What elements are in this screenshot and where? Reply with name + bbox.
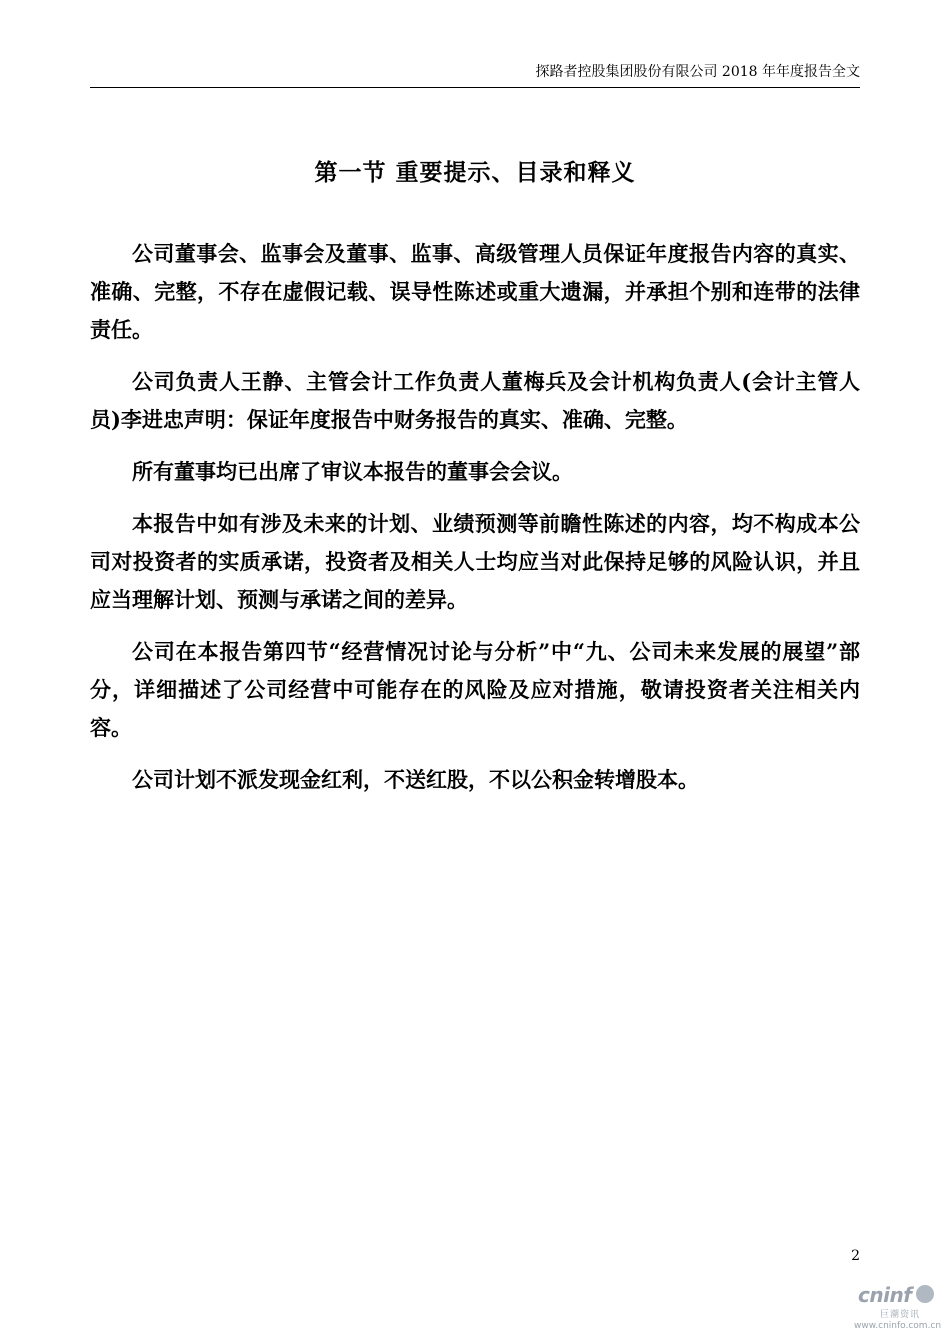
logo-text: cninf [858, 1283, 912, 1307]
header-rule [90, 87, 860, 88]
logo-mark-icon [916, 1285, 934, 1303]
logo-url: www.cninfo.com.cn [854, 1321, 942, 1331]
paragraph: 公司计划不派发现金红利，不送红股，不以公积金转增股本。 [132, 767, 699, 792]
paragraph: 公司负责人王静、主管会计工作负责人董梅兵及会计机构负责人(会计主管人员)李进忠声明：保证年度报告中财务报告的真实、准确、完整。 [90, 369, 860, 432]
document-body [90, 235, 860, 813]
section-title: 第一节 重要提示、目录和释义 [314, 159, 636, 186]
paragraph: 本报告中如有涉及未来的计划、业绩预测等前瞻性陈述的内容，均不构成本公司对投资者的实质承诺，投资者及相关人士均应当对此保持足够的风险认识，并且应当理解计划、预测与承诺之间的差异。 [90, 511, 860, 612]
paragraph: 所有董事均已出席了审议本报告的董事会会议。 [132, 459, 573, 484]
page-number: 2 [851, 1248, 860, 1264]
paragraph: 公司董事会、监事会及董事、监事、高级管理人员保证年度报告内容的真实、准确、完整，不存在虚假记载、误导性陈述或重大遗漏，并承担个别和连带的法律责任。 [90, 241, 860, 342]
cninfo-watermark-logo [854, 1283, 942, 1333]
logo-subtext: 巨潮资讯 [880, 1310, 921, 1320]
running-header: 探路者控股集团股份有限公司 2018 年年度报告全文 [535, 64, 860, 80]
paragraph: 公司在本报告第四节“经营情况讨论与分析”中“九、公司未来发展的展望”部分，详细描述了公司经营中可能存在的风险及应对措施，敬请投资者关注相关内容。 [90, 639, 860, 740]
